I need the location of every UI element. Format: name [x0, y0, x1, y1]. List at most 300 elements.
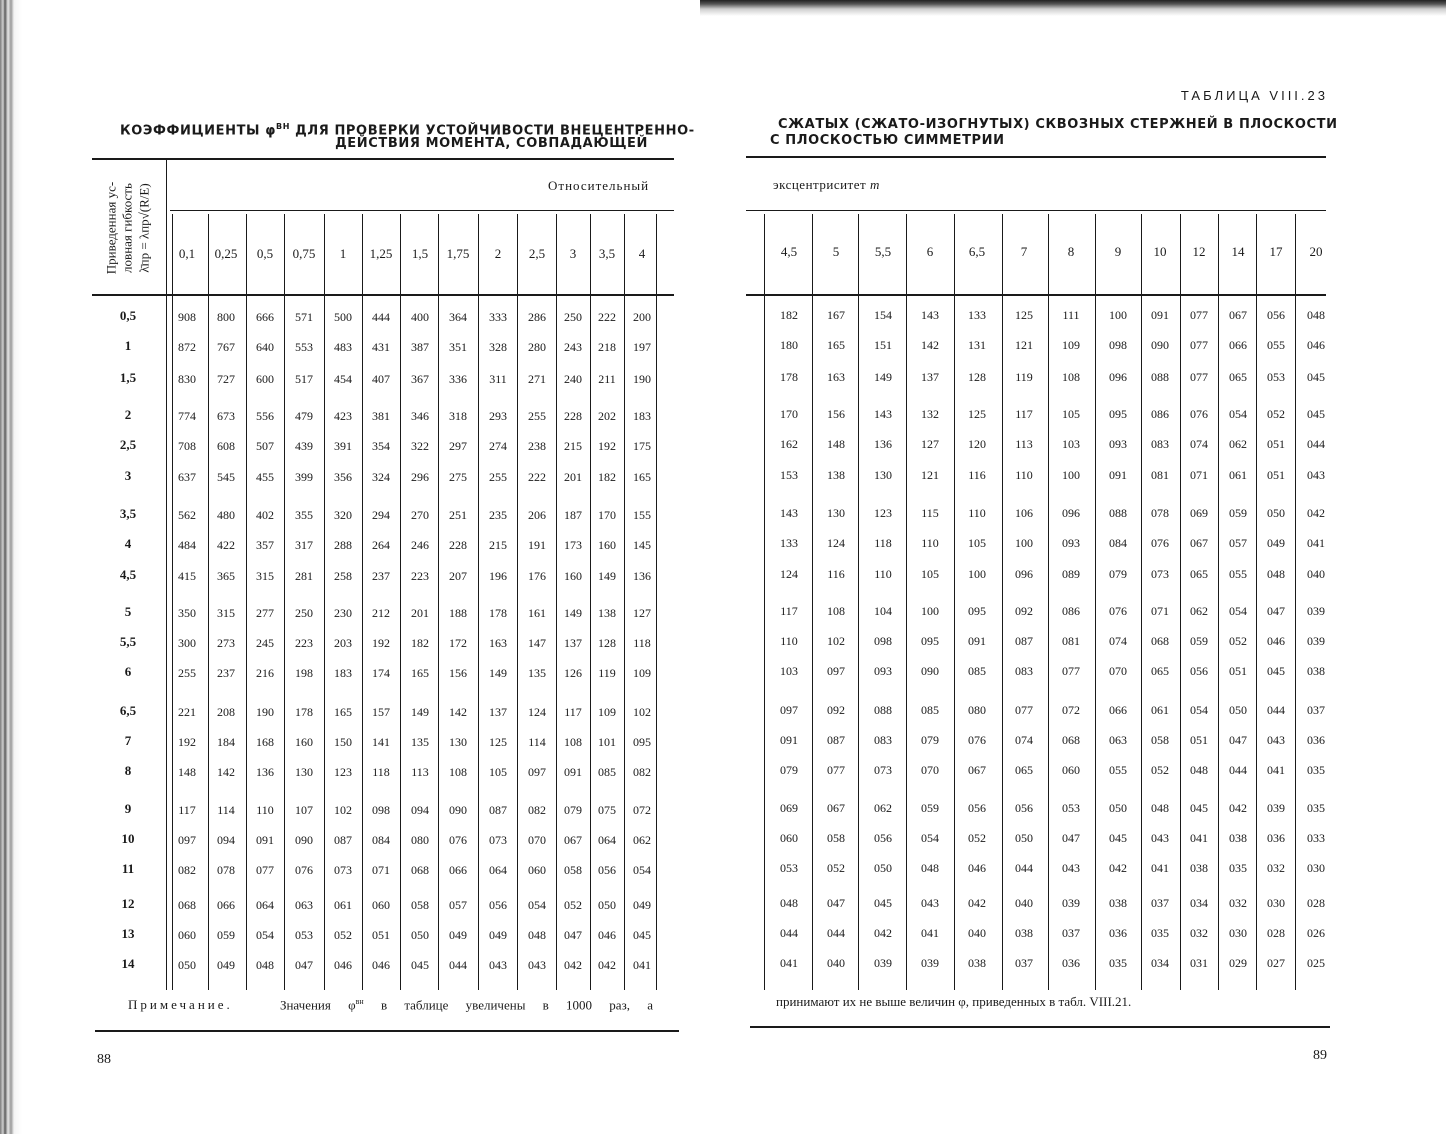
table-cell: 121 — [921, 468, 939, 482]
table-cell: 054 — [528, 898, 546, 912]
table-cell: 142 — [449, 705, 467, 719]
left-title-line2: ДЕЙСТВИЯ МОМЕНТА, СОВПАДАЮЩЕЙ — [335, 136, 648, 151]
table-cell: 039 — [1307, 604, 1325, 618]
row-label: 0,5 — [119, 308, 137, 323]
table-cell: 049 — [217, 958, 235, 972]
column-header: 17 — [1269, 244, 1283, 259]
table-cell: 029 — [1229, 956, 1247, 970]
table-cell: 050 — [411, 928, 429, 942]
row-label: 4 — [124, 536, 132, 551]
table-cell: 079 — [564, 803, 582, 817]
table-cell: 073 — [1151, 567, 1169, 581]
table-cell: 040 — [827, 956, 845, 970]
table-cell: 098 — [874, 634, 892, 648]
table-cell: 455 — [256, 470, 274, 484]
table-cell: 105 — [489, 765, 507, 779]
table-cell: 033 — [1307, 831, 1325, 845]
table-cell: 039 — [921, 956, 939, 970]
table-cell: 043 — [528, 958, 546, 972]
table-cell: 174 — [372, 666, 390, 680]
table-cell: 054 — [633, 863, 651, 877]
table-cell: 056 — [1190, 664, 1208, 678]
table-cell: 055 — [1109, 763, 1127, 777]
table-cell: 046 — [334, 958, 352, 972]
table-cell: 315 — [217, 606, 235, 620]
table-cell: 130 — [295, 765, 313, 779]
table-cell: 094 — [217, 833, 235, 847]
table-cell: 155 — [633, 508, 651, 522]
table-cell: 387 — [411, 340, 429, 354]
table-cell: 051 — [1267, 468, 1285, 482]
table-cell: 083 — [1151, 437, 1169, 451]
column-header: 9 — [1114, 244, 1122, 259]
row-label: 1 — [124, 338, 132, 353]
table-cell: 090 — [1151, 338, 1169, 352]
table-cell: 075 — [598, 803, 616, 817]
table-cell: 046 — [372, 958, 390, 972]
table-cell: 156 — [449, 666, 467, 680]
table-cell: 061 — [1229, 468, 1247, 482]
table-cell: 096 — [1015, 567, 1033, 581]
table-cell: 076 — [1151, 536, 1169, 550]
table-cell: 085 — [598, 765, 616, 779]
table-cell: 138 — [598, 606, 616, 620]
right-column-group-label: эксцентриситет m — [773, 177, 880, 192]
table-cell: 089 — [1062, 567, 1080, 581]
table-cell: 153 — [780, 468, 798, 482]
table-cell: 073 — [874, 763, 892, 777]
table-cell: 608 — [217, 439, 235, 453]
table-cell: 057 — [449, 898, 467, 912]
column-divider — [1095, 296, 1096, 990]
table-cell: 367 — [411, 372, 429, 386]
table-cell: 123 — [334, 765, 352, 779]
table-cell: 054 — [256, 928, 274, 942]
table-cell: 350 — [178, 606, 196, 620]
table-cell: 545 — [217, 470, 235, 484]
right-title-line1: СЖАТЫХ (СЖАТО-ИЗОГНУТЫХ) СКВОЗНЫХ СТЕРЖНЕЙ В ПЛОСКОСТИ — [778, 117, 1338, 132]
row-label: 6 — [124, 664, 132, 679]
table-cell: 037 — [1062, 926, 1080, 940]
table-cell: 255 — [528, 409, 546, 423]
table-cell: 315 — [256, 569, 274, 583]
table-cell: 110 — [874, 567, 892, 581]
table-cell: 223 — [295, 636, 313, 650]
table-cell: 046 — [1267, 634, 1285, 648]
table-cell: 042 — [598, 958, 616, 972]
table-cell: 251 — [449, 508, 467, 522]
table-cell: 050 — [1229, 703, 1247, 717]
table-cell: 072 — [633, 803, 651, 817]
column-header: 0,75 — [292, 246, 316, 261]
table-cell: 100 — [921, 604, 939, 618]
table-cell: 027 — [1267, 956, 1285, 970]
table-cell: 095 — [633, 735, 651, 749]
row-label: 12 — [121, 896, 135, 911]
table-cell: 046 — [598, 928, 616, 942]
table-cell: 055 — [1229, 567, 1247, 581]
table-cell: 071 — [1151, 604, 1169, 618]
table-cell: 454 — [334, 372, 352, 386]
table-cell: 200 — [633, 310, 651, 324]
table-cell: 277 — [256, 606, 274, 620]
table-cell: 030 — [1307, 861, 1325, 875]
table-cell: 124 — [827, 536, 845, 550]
table-cell: 082 — [633, 765, 651, 779]
table-cell: 110 — [256, 803, 274, 817]
table-cell: 060 — [1062, 763, 1080, 777]
table-cell: 130 — [874, 468, 892, 482]
right-bottom-rule — [750, 1026, 1330, 1028]
table-cell: 517 — [295, 372, 313, 386]
row-label: 6,5 — [119, 703, 137, 718]
table-cell: 708 — [178, 439, 196, 453]
table-cell: 238 — [528, 439, 546, 453]
column-divider — [1048, 214, 1049, 294]
table-cell: 026 — [1307, 926, 1325, 940]
table-cell: 098 — [372, 803, 390, 817]
table-cell: 091 — [256, 833, 274, 847]
table-cell: 110 — [921, 536, 939, 550]
table-cell: 102 — [827, 634, 845, 648]
table-cell: 391 — [334, 439, 352, 453]
table-cell: 064 — [489, 863, 507, 877]
table-cell: 402 — [256, 508, 274, 522]
table-cell: 081 — [1151, 468, 1169, 482]
table-cell: 172 — [449, 636, 467, 650]
table-cell: 091 — [1109, 468, 1127, 482]
row-label: 9 — [124, 801, 132, 816]
row-label: 13 — [121, 926, 135, 941]
table-cell: 103 — [1062, 437, 1080, 451]
row-label: 5 — [124, 604, 132, 619]
table-cell: 054 — [1190, 703, 1208, 717]
table-cell: 077 — [1190, 308, 1208, 322]
table-cell: 051 — [1190, 733, 1208, 747]
table-cell: 281 — [295, 569, 313, 583]
table-cell: 066 — [1109, 703, 1127, 717]
table-cell: 120 — [968, 437, 986, 451]
table-cell: 047 — [1229, 733, 1247, 747]
table-cell: 571 — [295, 310, 313, 324]
table-cell: 381 — [372, 409, 390, 423]
table-cell: 192 — [372, 636, 390, 650]
column-divider — [478, 296, 479, 990]
table-cell: 087 — [1015, 634, 1033, 648]
table-cell: 274 — [489, 439, 507, 453]
table-cell: 108 — [827, 604, 845, 618]
table-cell: 076 — [449, 833, 467, 847]
table-cell: 100 — [1015, 536, 1033, 550]
column-header: 3,5 — [598, 246, 616, 261]
table-cell: 093 — [1109, 437, 1127, 451]
table-cell: 095 — [968, 604, 986, 618]
table-cell: 637 — [178, 470, 196, 484]
table-cell: 053 — [780, 861, 798, 875]
table-cell: 056 — [489, 898, 507, 912]
table-cell: 068 — [1062, 733, 1080, 747]
table-cell: 286 — [528, 310, 546, 324]
table-cell: 044 — [1267, 703, 1285, 717]
column-header: 10 — [1153, 244, 1167, 259]
table-cell: 092 — [1015, 604, 1033, 618]
table-cell: 056 — [598, 863, 616, 877]
table-cell: 050 — [1109, 801, 1127, 815]
table-cell: 040 — [1015, 896, 1033, 910]
table-cell: 178 — [780, 370, 798, 384]
table-cell: 076 — [1190, 407, 1208, 421]
table-cell: 088 — [1109, 506, 1127, 520]
table-cell: 038 — [1307, 664, 1325, 678]
table-cell: 057 — [1229, 536, 1247, 550]
table-cell: 222 — [598, 310, 616, 324]
table-cell: 240 — [564, 372, 582, 386]
table-cell: 078 — [1151, 506, 1169, 520]
table-cell: 128 — [968, 370, 986, 384]
table-cell: 322 — [411, 439, 429, 453]
column-header: 7 — [1020, 244, 1028, 259]
table-cell: 364 — [449, 310, 467, 324]
table-cell: 117 — [780, 604, 798, 618]
table-cell: 044 — [449, 958, 467, 972]
table-cell: 084 — [372, 833, 390, 847]
table-cell: 148 — [827, 437, 845, 451]
table-cell: 091 — [1151, 308, 1169, 322]
table-cell: 228 — [564, 409, 582, 423]
table-cell: 157 — [372, 705, 390, 719]
table-cell: 076 — [1109, 604, 1127, 618]
table-cell: 067 — [564, 833, 582, 847]
table-cell: 202 — [598, 409, 616, 423]
table-cell: 119 — [1015, 370, 1033, 384]
table-cell: 160 — [295, 735, 313, 749]
table-cell: 125 — [968, 407, 986, 421]
table-cell: 190 — [633, 372, 651, 386]
table-cell: 400 — [411, 310, 429, 324]
table-cell: 053 — [1062, 801, 1080, 815]
column-header: 6,5 — [968, 244, 986, 259]
table-cell: 048 — [528, 928, 546, 942]
table-cell: 045 — [411, 958, 429, 972]
table-cell: 333 — [489, 310, 507, 324]
table-cell: 038 — [1190, 861, 1208, 875]
table-cell: 050 — [598, 898, 616, 912]
table-cell: 480 — [217, 508, 235, 522]
table-cell: 059 — [921, 801, 939, 815]
table-cell: 293 — [489, 409, 507, 423]
table-cell: 076 — [968, 733, 986, 747]
table-cell: 150 — [334, 735, 352, 749]
table-cell: 100 — [1109, 308, 1127, 322]
table-cell: 640 — [256, 340, 274, 354]
table-cell: 041 — [1267, 763, 1285, 777]
column-divider — [246, 296, 247, 990]
table-cell: 039 — [1307, 634, 1325, 648]
table-cell: 110 — [1015, 468, 1033, 482]
table-cell: 064 — [256, 898, 274, 912]
table-cell: 133 — [780, 536, 798, 550]
table-cell: 108 — [1062, 370, 1080, 384]
table-cell: 141 — [372, 735, 390, 749]
table-cell: 872 — [178, 340, 196, 354]
table-cell: 192 — [598, 439, 616, 453]
table-cell: 054 — [1229, 604, 1247, 618]
table-cell: 069 — [780, 801, 798, 815]
column-divider — [764, 214, 765, 294]
table-cell: 324 — [372, 470, 390, 484]
table-cell: 184 — [217, 735, 235, 749]
row-label: 11 — [121, 861, 135, 876]
column-header: 0,1 — [178, 246, 196, 261]
table-cell: 727 — [217, 372, 235, 386]
table-cell: 034 — [1151, 956, 1169, 970]
table-cell: 031 — [1190, 956, 1208, 970]
table-cell: 036 — [1307, 733, 1325, 747]
row-label: 5,5 — [119, 634, 137, 649]
table-cell: 052 — [564, 898, 582, 912]
table-cell: 094 — [411, 803, 429, 817]
table-cell: 666 — [256, 310, 274, 324]
table-cell: 212 — [372, 606, 390, 620]
table-cell: 035 — [1151, 926, 1169, 940]
table-cell: 028 — [1267, 926, 1285, 940]
table-cell: 070 — [528, 833, 546, 847]
table-cell: 355 — [295, 508, 313, 522]
note-text: Значения $\varphi^{вн}$ в таблице увеличены в 1000 раз, а — [279, 997, 653, 1013]
table-cell: 070 — [1109, 664, 1127, 678]
table-cell: 067 — [1190, 536, 1208, 550]
table-cell: 136 — [256, 765, 274, 779]
table-cell: 053 — [295, 928, 313, 942]
table-cell: 077 — [827, 763, 845, 777]
table-cell: 365 — [217, 569, 235, 583]
table-cell: 052 — [1229, 634, 1247, 648]
table-cell: 043 — [1307, 468, 1325, 482]
table-cell: 042 — [564, 958, 582, 972]
table-cell: 052 — [1267, 407, 1285, 421]
table-cell: 103 — [780, 664, 798, 678]
table-cell: 294 — [372, 508, 390, 522]
table-cell: 165 — [334, 705, 352, 719]
table-cell: 149 — [564, 606, 582, 620]
table-cell: 230 — [334, 606, 352, 620]
column-divider — [812, 296, 813, 990]
table-cell: 065 — [1151, 664, 1169, 678]
table-cell: 346 — [411, 409, 429, 423]
table-cell: 032 — [1190, 926, 1208, 940]
column-header: 1,75 — [446, 246, 470, 261]
table-cell: 084 — [1109, 536, 1127, 550]
table-cell: 125 — [1015, 308, 1033, 322]
table-cell: 108 — [449, 765, 467, 779]
table-cell: 320 — [334, 508, 352, 522]
table-cell: 065 — [1015, 763, 1033, 777]
table-cell: 088 — [874, 703, 892, 717]
table-cell: 068 — [411, 863, 429, 877]
table-cell: 137 — [921, 370, 939, 384]
table-cell: 107 — [295, 803, 313, 817]
table-cell: 098 — [1109, 338, 1127, 352]
table-cell: 109 — [598, 705, 616, 719]
table-cell: 119 — [598, 666, 616, 680]
table-cell: 042 — [1307, 506, 1325, 520]
table-cell: 197 — [633, 340, 651, 354]
table-cell: 043 — [489, 958, 507, 972]
table-cell: 045 — [1190, 801, 1208, 815]
column-header: 5 — [832, 244, 840, 259]
column-divider — [906, 296, 907, 990]
table-cell: 074 — [1109, 634, 1127, 648]
table-cell: 104 — [874, 604, 892, 618]
left-header-bottom-rule — [92, 294, 674, 296]
table-cell: 065 — [1229, 370, 1247, 384]
table-cell: 045 — [633, 928, 651, 942]
table-cell: 062 — [1190, 604, 1208, 618]
table-cell: 036 — [1062, 956, 1080, 970]
table-cell: 275 — [449, 470, 467, 484]
column-divider — [954, 214, 955, 294]
table-cell: 047 — [295, 958, 313, 972]
table-cell: 048 — [1267, 567, 1285, 581]
column-divider — [362, 296, 363, 990]
table-cell: 142 — [217, 765, 235, 779]
table-cell: 041 — [1151, 861, 1169, 875]
table-cell: 053 — [1267, 370, 1285, 384]
table-cell: 145 — [633, 538, 651, 552]
page-top-edge — [700, 0, 1446, 16]
table-cell: 258 — [334, 569, 352, 583]
table-cell: 296 — [411, 470, 429, 484]
table-cell: 048 — [1151, 801, 1169, 815]
column-header: 12 — [1192, 244, 1206, 259]
table-cell: 106 — [1015, 506, 1033, 520]
table-label: ТАБЛИЦА VIII.23 — [1180, 88, 1328, 103]
table-cell: 479 — [295, 409, 313, 423]
table-cell: 407 — [372, 372, 390, 386]
row-label: 3 — [124, 468, 132, 483]
table-cell: 076 — [295, 863, 313, 877]
table-cell: 044 — [1229, 763, 1247, 777]
table-cell: 673 — [217, 409, 235, 423]
table-cell: 415 — [178, 569, 196, 583]
table-cell: 079 — [1109, 567, 1127, 581]
row-header-label: Приведенная ус- ловная гибкость λ̄пр = λпр√(R/E) — [103, 181, 152, 275]
table-cell: 133 — [968, 308, 986, 322]
table-cell: 061 — [1151, 703, 1169, 717]
table-cell: 041 — [921, 926, 939, 940]
table-cell: 178 — [295, 705, 313, 719]
table-cell: 032 — [1229, 896, 1247, 910]
table-cell: 118 — [874, 536, 892, 550]
table-cell: 090 — [449, 803, 467, 817]
row-label: 7 — [124, 733, 132, 748]
table-cell: 556 — [256, 409, 274, 423]
table-cell: 143 — [921, 308, 939, 322]
column-header: 1,25 — [369, 246, 393, 261]
column-header: 20 — [1309, 244, 1323, 259]
table-cell: 032 — [1267, 861, 1285, 875]
table-cell: 038 — [1109, 896, 1127, 910]
table-cell: 063 — [1109, 733, 1127, 747]
table-cell: 243 — [564, 340, 582, 354]
table-cell: 059 — [217, 928, 235, 942]
table-cell: 188 — [449, 606, 467, 620]
column-divider — [764, 296, 765, 990]
table-cell: 093 — [1062, 536, 1080, 550]
column-header: 5,5 — [874, 244, 892, 259]
table-cell: 045 — [1267, 664, 1285, 678]
table-cell: 088 — [1151, 370, 1169, 384]
